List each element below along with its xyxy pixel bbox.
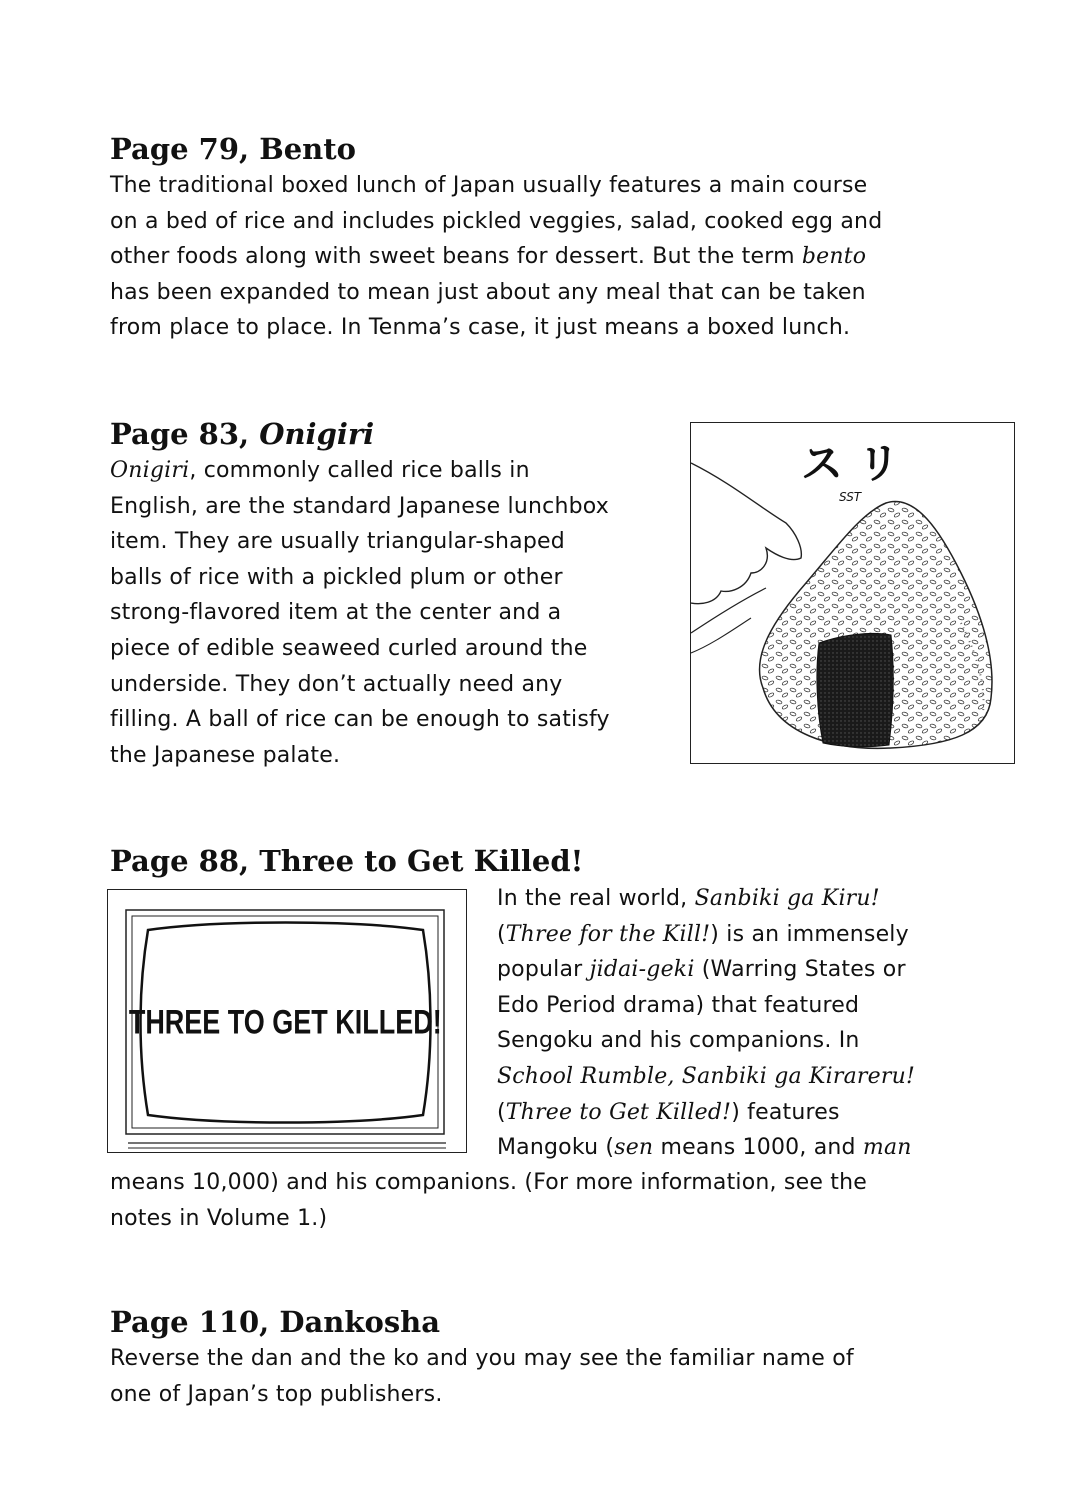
- text-line: [497, 1130, 1017, 1166]
- text-span: ) features: [731, 1099, 840, 1125]
- italic-term: Onigiri: [110, 458, 190, 483]
- tv-illustration: [107, 889, 467, 1153]
- italic-term: man: [862, 1135, 912, 1161]
- text-line: [497, 1095, 1017, 1131]
- text-line: Sengoku and his companions. In: [497, 1028, 860, 1054]
- note-dankosha: [110, 1303, 980, 1412]
- text-line: from place to place. In Tenma’s case, it just means a boxed lunch.: [110, 315, 851, 341]
- text-line: [110, 239, 980, 275]
- text-line: English, are the standard Japanese lunchbox: [110, 493, 609, 519]
- text-line: [110, 453, 670, 489]
- text-span: ) is an immensely: [710, 921, 909, 947]
- onigiri-drawing: [691, 423, 1014, 763]
- text-line: [497, 881, 1017, 917]
- text-line: on a bed of rice and includes pickled veggies, salad, cooked egg and: [110, 208, 883, 234]
- italic-term: Three to Get Killed!: [505, 1099, 732, 1125]
- text-span: (: [497, 921, 506, 947]
- italic-term: sen: [614, 1135, 654, 1161]
- text-span: other foods along with sweet beans for dessert. But the term: [110, 244, 802, 270]
- onigiri-illustration: [690, 422, 1015, 764]
- italic-term: Three for the Kill!: [505, 921, 711, 947]
- body-onigiri: [110, 453, 670, 773]
- heading-prefix: Page 83,: [110, 417, 260, 451]
- body-bento: [110, 168, 980, 346]
- italic-term: School Rumble, Sanbiki ga Kirareru!: [497, 1063, 915, 1089]
- heading-bento: Page 79, Bento: [110, 132, 356, 166]
- text-line: one of Japan’s top publishers.: [110, 1381, 443, 1407]
- text-span: (: [497, 1099, 506, 1125]
- text-span: means 1000, and: [653, 1135, 863, 1161]
- sfx-small-text: SST: [839, 490, 862, 504]
- sfx-text: ス リ: [801, 439, 900, 488]
- text-line: filling. A ball of rice can be enough to satisfy: [110, 707, 610, 733]
- italic-term: bento: [801, 244, 867, 270]
- text-line: Edo Period drama) that featured: [497, 992, 860, 1018]
- text-line: has been expanded to mean just about any meal that can be taken: [110, 279, 866, 305]
- text-line: item. They are usually triangular-shaped: [110, 529, 565, 555]
- text-line: strong-flavored item at the center and a: [110, 600, 562, 626]
- heading-italic: Onigiri: [259, 417, 375, 451]
- text-line: Reverse the dan and the ko and you may see the familiar name of: [110, 1346, 854, 1371]
- text-line: [497, 1059, 1017, 1095]
- tv-drawing: [108, 890, 466, 1152]
- body-three-bottom: [110, 1165, 990, 1236]
- text-line: the Japanese palate.: [110, 742, 341, 768]
- italic-term: Sanbiki ga Kiru!: [694, 886, 880, 911]
- body-three-right: [497, 881, 1017, 1166]
- text-line: balls of rice with a pickled plum or other: [110, 564, 563, 590]
- text-line: means 10,000) and his companions. (For more information, see the: [110, 1170, 867, 1195]
- body-dankosha: [110, 1341, 980, 1412]
- heading-dankosha: Page 110, Dankosha: [110, 1305, 441, 1339]
- note-onigiri: [110, 415, 670, 773]
- text-span: Mangoku (: [497, 1135, 615, 1161]
- text-line: [497, 952, 1017, 988]
- text-line: [497, 917, 1017, 953]
- text-span: popular: [497, 957, 590, 983]
- note-three-to-get-killed: [110, 842, 980, 880]
- italic-term: jidai-geki: [589, 957, 695, 983]
- text-span: (Warring States or: [694, 957, 906, 983]
- text-line: The traditional boxed lunch of Japan usually features a main course: [110, 173, 868, 198]
- text-line: piece of edible seaweed curled around the: [110, 635, 588, 661]
- text-line: notes in Volume 1.): [110, 1205, 328, 1231]
- text-span: , commonly called rice balls in: [189, 458, 530, 483]
- heading-three: Page 88, Three to Get Killed!: [110, 844, 584, 878]
- text-span: In the real world,: [497, 886, 695, 911]
- text-line: underside. They don’t actually need any: [110, 671, 563, 697]
- tv-title-text: THREE TO GET KILLED!: [128, 1002, 442, 1042]
- note-bento: [110, 130, 980, 346]
- heading-onigiri: [110, 415, 670, 453]
